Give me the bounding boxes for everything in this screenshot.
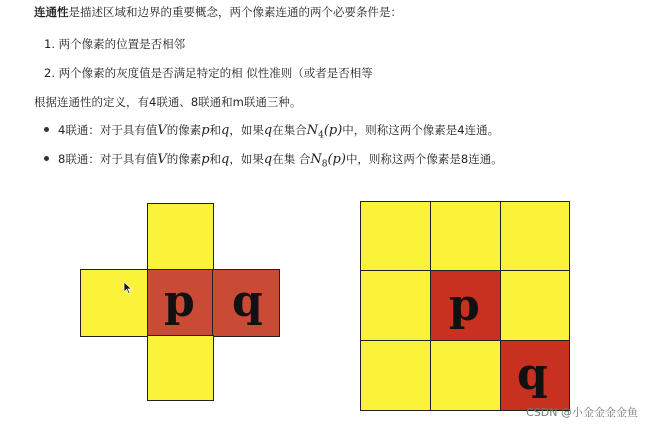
bullet-8-connectivity: [44, 151, 503, 169]
grid-cell: [360, 340, 432, 411]
bullet-text: 和: [209, 123, 222, 137]
math-subscript: 4: [318, 130, 324, 141]
bullet-text: 的像素: [166, 152, 202, 166]
connectivity-types-text: 根据连通性的定义，有4联通、8联通和m联通三种。: [34, 95, 302, 109]
bullet-text: 的像素: [166, 123, 202, 137]
grid-cell: [430, 340, 502, 411]
pixel-p-label: p: [449, 280, 480, 331]
condition-1: 1. 两个像素的位置是否相邻: [44, 37, 186, 51]
bullet-dot-icon: [44, 127, 49, 132]
bullet-text: 和: [209, 152, 222, 166]
intro-text: 是描述区域和边界的重要概念，两个像素连通的两个必要条件是：: [68, 5, 402, 19]
bullet-text: 8联通：对于具有值: [58, 152, 158, 166]
math-q: q: [263, 152, 273, 167]
math-p: p: [201, 152, 210, 167]
bullet-dot-icon: [44, 156, 49, 161]
math-v: V: [157, 152, 167, 167]
math-q: q: [221, 123, 230, 138]
condition-2: 2. 两个像素的灰度值是否满足特定的相 似性准则（或者是否相等: [44, 66, 373, 80]
grid-cell-left: [80, 269, 149, 337]
pixel-q-label: q: [517, 349, 548, 400]
watermark-text: CSDN @小金金金金鱼: [526, 406, 638, 419]
bullet-text: 在集合: [272, 123, 307, 137]
grid-cell: [500, 201, 570, 272]
math-set-n: N: [306, 123, 319, 138]
grid-cell: [430, 201, 502, 272]
intro-paragraph: [34, 4, 402, 20]
math-arg: (p): [327, 152, 346, 167]
grid-cell-bottom: [147, 335, 214, 401]
bullet-4-connectivity: [44, 122, 499, 140]
bullet-text: 中，则称这两个像素是4连通。: [342, 123, 500, 137]
math-set-n: N: [310, 152, 322, 167]
math-q: q: [263, 123, 273, 138]
grid-cell-top: [147, 203, 214, 271]
math-arg: (p): [323, 123, 343, 138]
math-subscript: 8: [321, 159, 328, 170]
grid-cell: [360, 201, 432, 272]
math-v: V: [157, 123, 167, 138]
mouse-cursor-icon: [123, 281, 133, 295]
pixel-p-label: p: [164, 276, 195, 327]
bullet-text: 中，则称这两个像素是8连通。: [345, 152, 503, 166]
math-q: q: [221, 152, 230, 167]
pixel-q-label: q: [232, 276, 263, 327]
math-p: p: [201, 123, 210, 138]
grid-cell: [360, 270, 432, 342]
bullet-text: ，如果: [229, 123, 264, 137]
bullet-text: 4联通：对于具有值: [58, 123, 158, 137]
bullet-text: ，如果: [229, 152, 264, 166]
bullet-text: 在集 合: [272, 152, 311, 166]
grid-cell: [500, 270, 570, 342]
term-connectivity: 连通性: [34, 5, 69, 19]
